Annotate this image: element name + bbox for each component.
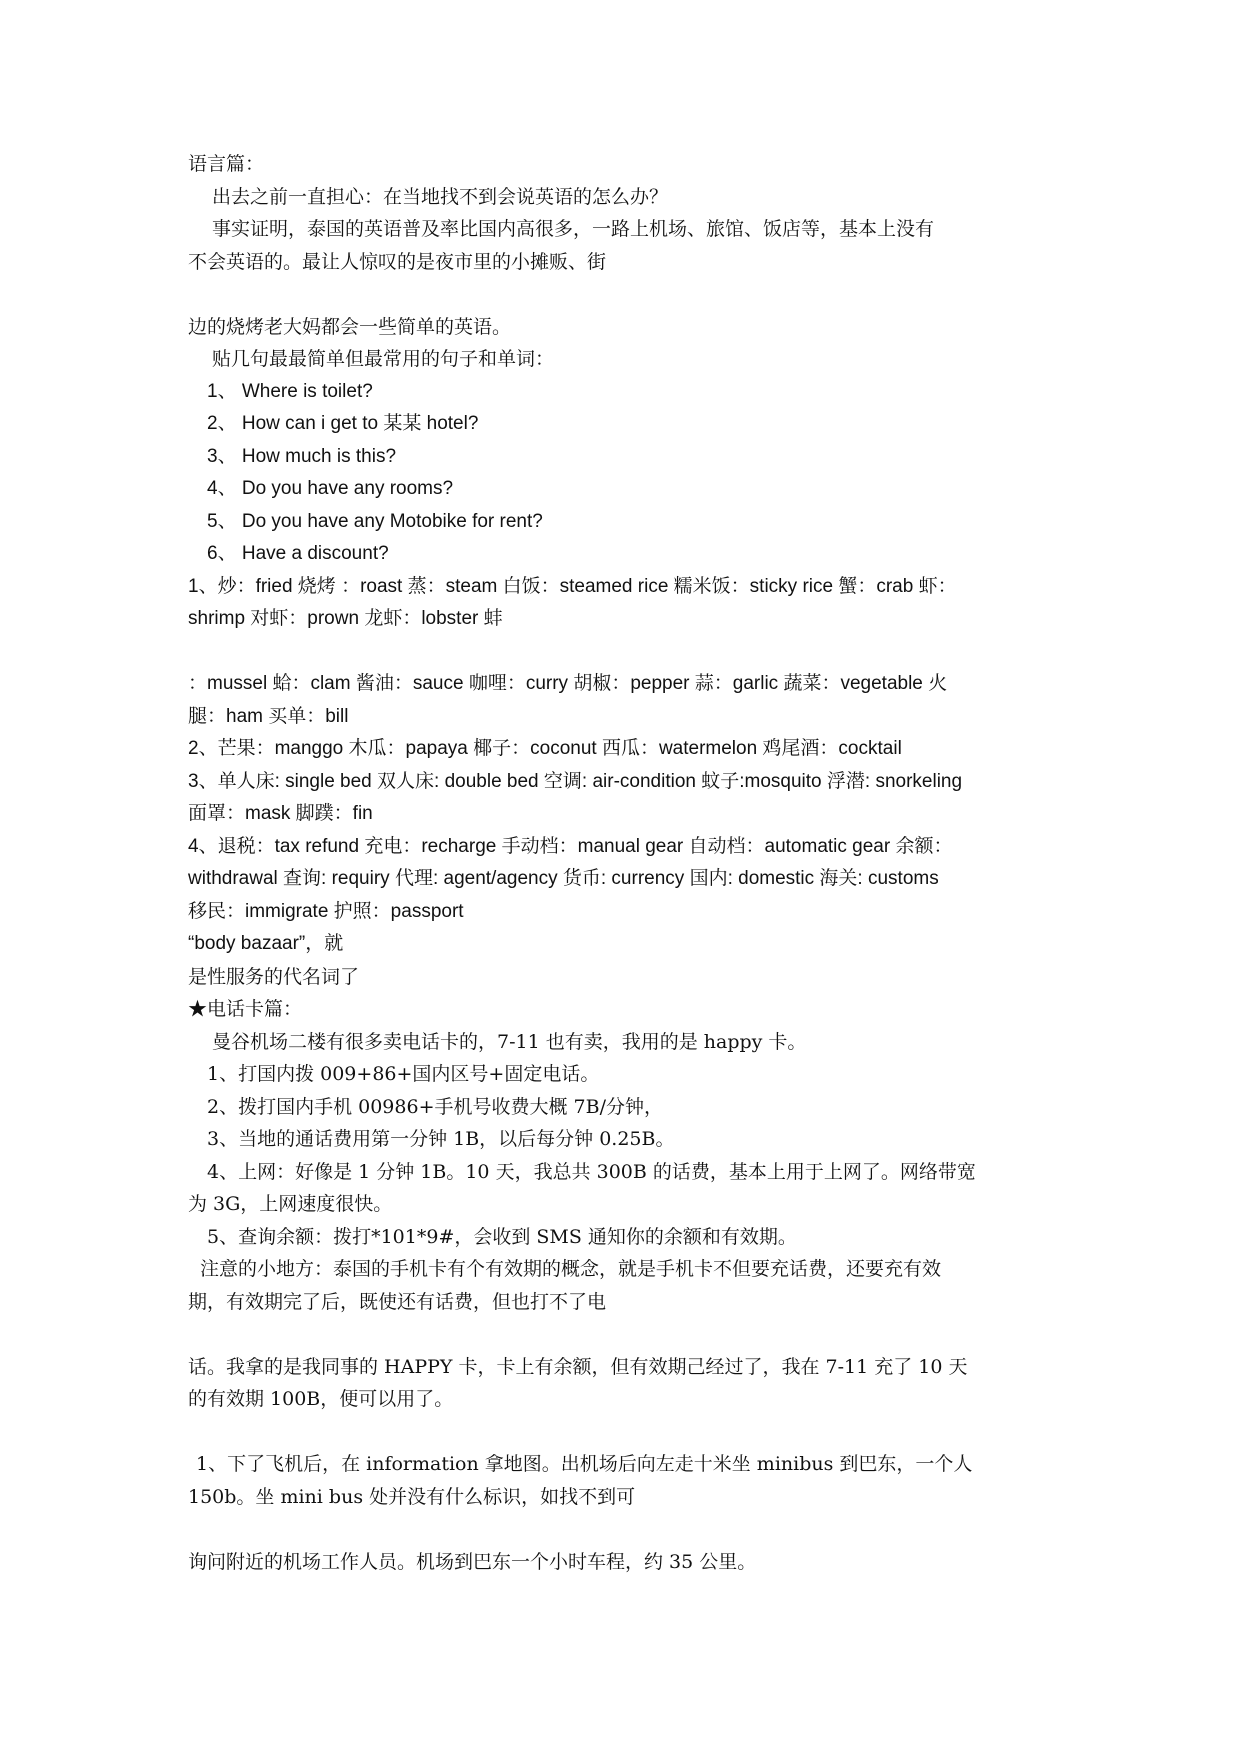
vocab-line: 2、芒果：manggo 木瓜：papaya 椰子：coconut 西瓜：watermelon 鸡尾酒：cocktail: [188, 738, 902, 759]
phrase-item: 1、 Where is toilet?: [207, 380, 373, 402]
paragraph-line: 的有效期 100B，便可以用了。: [188, 1388, 454, 1410]
vocab-line: 腿：ham 买单：bill: [188, 705, 349, 727]
blank-line: [188, 278, 1068, 311]
paragraph-line: 是性服务的代名词了: [188, 965, 360, 988]
paragraph-line: 边的烧烤老大妈都会一些简单的英语。: [188, 315, 512, 338]
paragraph-line: 询问附近的机场工作人员。机场到巴东一个小时车程，约 35 公里。: [188, 1550, 757, 1573]
phone-item: 2、拨打国内手机 00986+手机号收费大概 7B/分钟，: [207, 1095, 663, 1118]
phone-item: 3、当地的通话费用第一分钟 1B，以后每分钟 0.25B。: [207, 1128, 675, 1150]
phone-item: 4、上网：好像是 1 分钟 1B。10 天，我总共 300B 的话费，基本上用于上网了。网络带宽: [207, 1160, 976, 1183]
paragraph-line: 期，有效期完了后，既使还有话费，但也打不了电: [188, 1290, 607, 1313]
vocab-line: 面罩：mask 脚蹼：fin: [188, 803, 373, 824]
vocab-line: 4、退税：tax refund 充电：recharge 手动档：manual gear 自动档：automatic gear 余额：: [188, 835, 953, 857]
document-body: [188, 148, 1068, 1578]
phrase-item: 6、 Have a discount?: [207, 543, 389, 564]
paragraph-line: 不会英语的。最让人惊叹的是夜市里的小摊贩、街: [188, 250, 607, 273]
vocab-line: 移民：immigrate 护照：passport: [188, 900, 464, 922]
paragraph-line: 1、下了飞机后，在 information 拿地图。出机场后向左走十米坐 minibus 到巴东，一个人: [196, 1453, 973, 1475]
phone-item-continued: 为 3G，上网速度很快。: [188, 1193, 393, 1215]
phrase-item: 5、 Do you have any Motobike for rent?: [207, 510, 543, 532]
vocab-line: ：mussel 蛤：clam 酱油：sauce 咖哩：curry 胡椒：pepper 蒜：garlic 蔬菜：vegetable 火: [188, 673, 948, 694]
phrase-item: 2、 How can i get to 某某 hotel?: [207, 413, 479, 434]
paragraph-line: 事实证明，泰国的英语普及率比国内高很多，一路上机场、旅馆、饭店等，基本上没有: [212, 218, 935, 240]
phrase-item: 4、 Do you have any rooms?: [207, 478, 454, 499]
paragraph-line: “body bazaar”，就: [188, 933, 344, 954]
paragraph-line: 贴几句最最简单但最常用的句子和单词：: [212, 348, 555, 370]
section-heading-phone-card: ★电话卡篇：: [188, 998, 303, 1020]
blank-line: [188, 1513, 1068, 1546]
paragraph-line: 话。我拿的是我同事的 HAPPY 卡，卡上有余额，但有效期己经过了，我在 7-11 充了 10 天: [188, 1355, 968, 1378]
section-heading-language: 语言篇：: [188, 153, 265, 175]
phone-item: 1、打国内拨 009+86+国内区号+固定电话。: [207, 1063, 600, 1085]
vocab-line: 1、炒：fried 烧烤 ：roast 蒸：steam 白饭：steamed rice 糯米饭：sticky rice 蟹：crab 虾：: [188, 575, 957, 597]
paragraph-line: 注意的小地方：泰国的手机卡有个有效期的概念，就是手机卡不但要充话费，还要充有效: [200, 1258, 942, 1280]
vocab-line: withdrawal 查询: requiry 代理: agent/agency 货币: currency 国内: domestic 海关: customs: [188, 868, 939, 889]
paragraph-line: 曼谷机场二楼有很多卖电话卡的，7-11 也有卖，我用的是 happy 卡。: [212, 1030, 807, 1053]
blank-line: [188, 1416, 1068, 1449]
paragraph-line: 150b。坐 mini bus 处并没有什么标识，如找不到可: [188, 1485, 636, 1508]
blank-line: [188, 1318, 1068, 1351]
phone-item: 5、查询余额：拨打*101*9#，会收到 SMS 通知你的余额和有效期。: [207, 1225, 797, 1248]
paragraph-line: 出去之前一直担心：在当地找不到会说英语的怎么办？: [212, 185, 669, 208]
phrase-item: 3、 How much is this?: [207, 445, 397, 467]
blank-line: [188, 636, 1068, 669]
vocab-line: shrimp 对虾：prown 龙虾：lobster 蚌: [188, 608, 503, 629]
vocab-line: 3、单人床: single bed 双人床: double bed 空调: air-condition 蚊子:mosquito 浮潜: snorkeling: [188, 770, 963, 792]
